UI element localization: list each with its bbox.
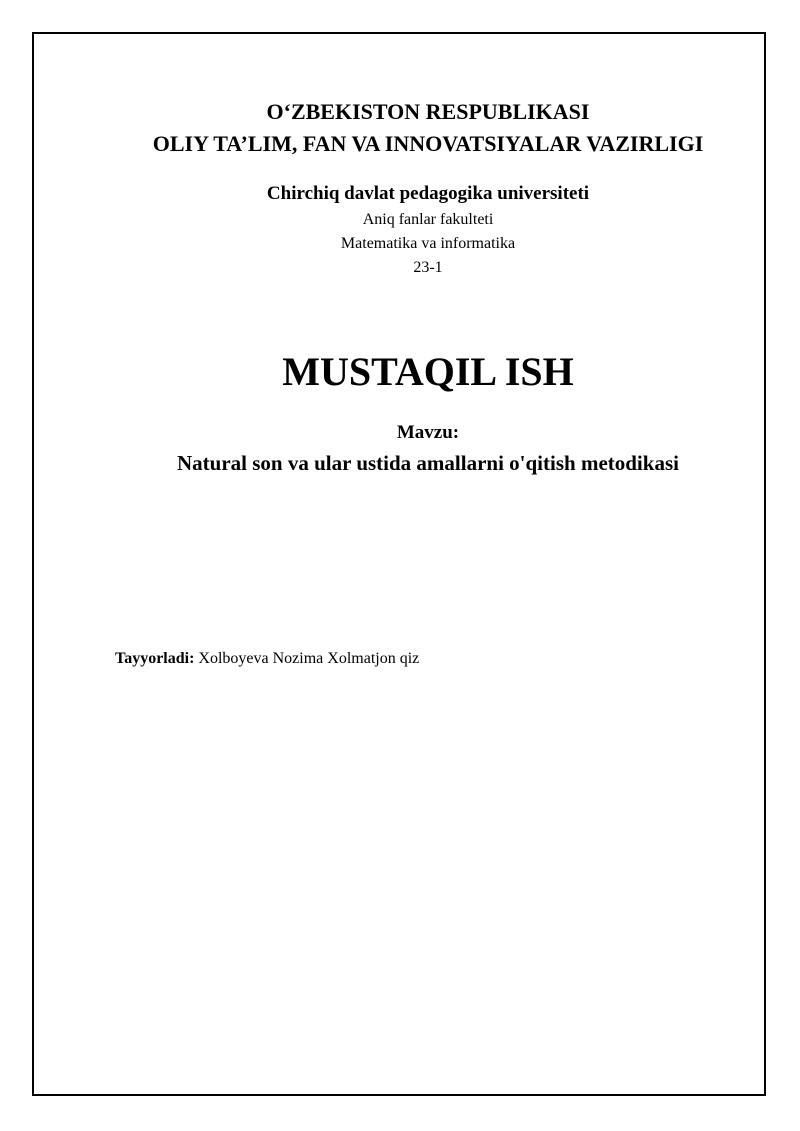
author-name: Xolboyeva Nozima Xolmatjon qiz bbox=[198, 650, 420, 667]
author-row bbox=[115, 651, 419, 667]
country-heading: O‘ZBEKISTON RESPUBLIKASI bbox=[266, 99, 590, 124]
department-name: Matematika va informatika bbox=[340, 235, 516, 252]
ministry-heading: OLIY TA’LIM, FAN VA INNOVATSIYALAR VAZIRLIGI bbox=[152, 131, 704, 156]
topic-text: Natural son va ular ustida amallarni o'qitish metodikasi bbox=[177, 451, 679, 475]
document-title: MUSTAQIL ISH bbox=[282, 349, 574, 394]
university-name: Chirchiq davlat pedagogika universiteti bbox=[266, 183, 590, 204]
group-number: 23-1 bbox=[413, 259, 443, 276]
author-label: Tayyorladi: bbox=[115, 650, 195, 667]
topic-label: Mavzu: bbox=[396, 422, 460, 443]
faculty-name: Aniq fanlar fakulteti bbox=[362, 211, 494, 228]
